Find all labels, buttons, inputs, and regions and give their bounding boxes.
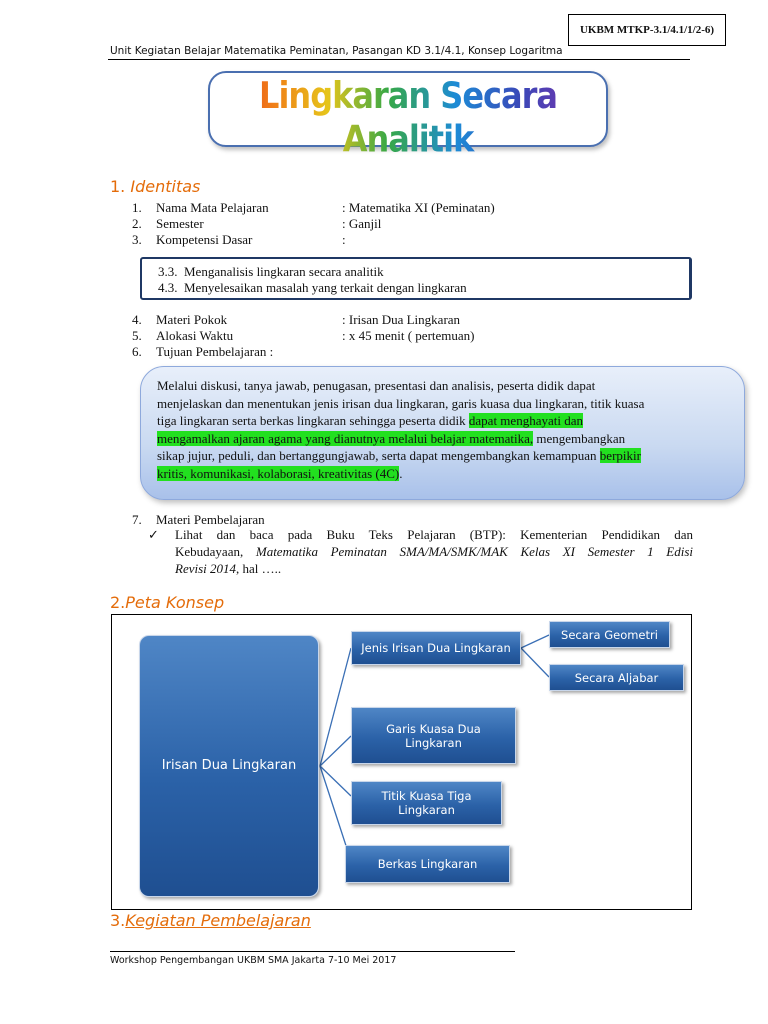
reading-line-1: Lihat dan baca pada Buku Teks Pelajaran (BTP): Kementerian Pendidikan dan [175,527,693,542]
objective-line-1: Melalui diskusi, tanya jawab, penugasan, presentasi dan analisis, peserta didik dapat [157,378,596,393]
footer-text: Workshop Pengembangan UKBM SMA Jakarta 7-10 Mei 2017 [110,955,397,966]
objective-line-5: sikap jujur, peduli, dan bertanggungjawab, serta dapat mengembangkan kemampuan berpikir [157,448,641,463]
connector-jenis-geometri [521,635,549,648]
kompetensi-dasar-box [140,257,692,300]
connector-root-jenis [320,648,351,766]
document-code-box [568,14,726,46]
check-icon: ✓ [148,527,159,542]
reading-line-3: Revisi 2014, hal ….. [175,561,282,576]
connector-root-garis [320,736,351,766]
footer-rule [110,951,515,952]
document-code: UKBM MTKP-3.1/4.1/1/2-6) [579,24,715,36]
node-jenis-irisan: Jenis Irisan Dua Lingkaran [351,631,521,665]
objective-line-2: menjelaskan dan menentukan jenis irisan dua lingkaran, garis kuasa dua lingkaran, titik kuasa [157,395,645,411]
identity-row-5: 5. Alokasi Waktu : x 45 menit ( pertemuan) [132,328,475,343]
header-rule [108,59,690,60]
identity-row-4: 4. Materi Pokok : Irisan Dua Lingkaran [132,312,461,327]
section-identitas-heading: 1. Identitas [110,177,201,196]
section-peta-konsep-heading: 2.Peta Konsep [110,593,225,612]
objective-line-3: tiga lingkaran serta berkas lingkaran sehingga peserta didik dapat menghayati dan [157,413,583,428]
objective-line-6: kritis, komunikasi, kolaborasi, kreativitas (4C). [157,465,403,481]
reading-line-2: Kebudayaan, Matematika Peminatan SMA/MA/SMK/MAK Kelas XI Semester 1 Edisi [175,544,694,559]
kd-item-4-3: 4.3. Menyelesaikan masalah yang terkait dengan lingkaran [158,280,467,295]
section-kegiatan-heading: 3.Kegiatan Pembelajaran [110,911,311,930]
identity-row-6: 6. Tujuan Pembelajaran : [132,344,274,359]
document-title: Lingkaran Secara Analitik [208,73,608,160]
kd-item-3-3: 3.3. Menganalisis lingkaran secara analitik [158,264,384,279]
objective-line-4: mengamalkan ajaran agama yang dianutnya melalui belajar matematika, mengembangkan [157,430,626,446]
node-titik-kuasa: Titik Kuasa Tiga Lingkaran [351,781,502,825]
identity-row-2: 2. Semester : Ganjil [132,216,382,231]
learning-objective-box [140,366,745,500]
running-header: Unit Kegiatan Belajar Matematika Peminatan, Pasangan KD 3.1/4.1, Konsep Logaritma [110,45,563,57]
node-garis-kuasa: Garis Kuasa Dua Lingkaran [351,707,516,764]
node-irisan-dua-lingkaran: Irisan Dua Lingkaran [139,635,319,897]
connector-jenis-aljabar [521,648,549,677]
node-secara-aljabar: Secara Aljabar [549,664,684,691]
concept-map-frame [111,614,692,910]
node-secara-geometri: Secara Geometri [549,621,670,648]
identity-row-3: 3. Kompetensi Dasar : [132,232,346,247]
identity-row-7: 7. Materi Pembelajaran [132,512,265,527]
node-berkas-lingkaran: Berkas Lingkaran [345,845,510,883]
identity-row-1: 1. Nama Mata Pelajaran : Matematika XI (Peminatan) [132,200,495,215]
